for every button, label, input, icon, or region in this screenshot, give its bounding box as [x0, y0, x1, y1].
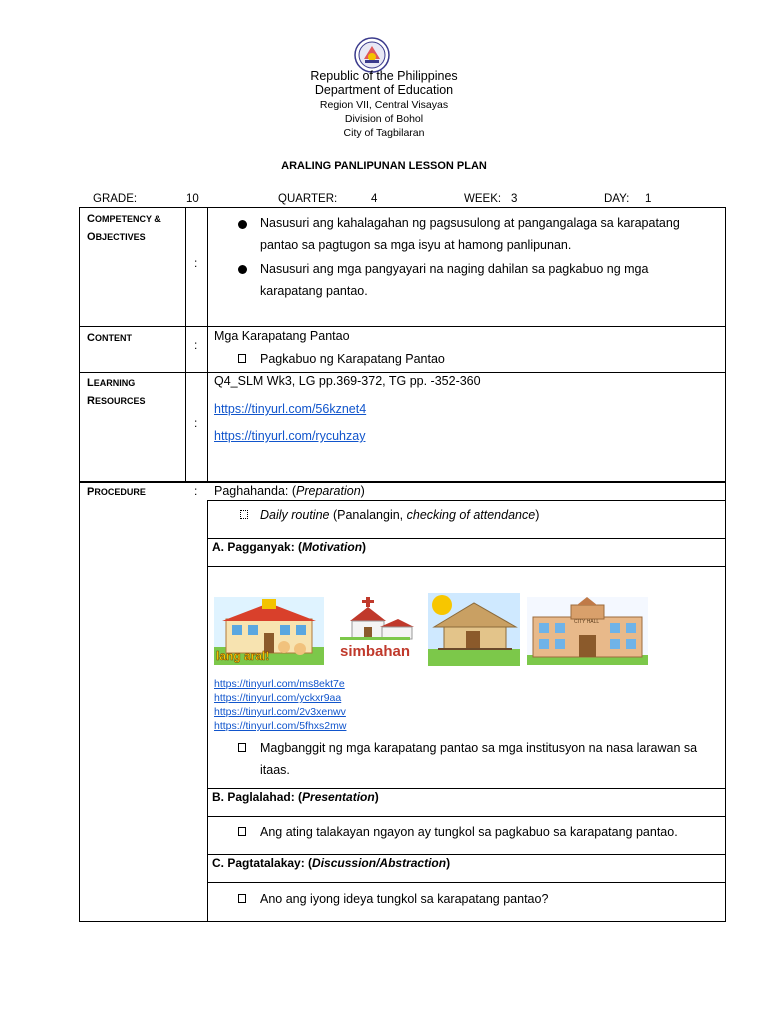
objective-1-line-1: Nasusuri ang kahalagahan ng pagsusulong at pangangalaga sa karapatang: [260, 216, 680, 230]
header-division: Division of Bohol: [344, 113, 424, 125]
bullet-icon: [238, 220, 247, 229]
resource-link-1[interactable]: https://tinyurl.com/56kznet4: [214, 402, 367, 416]
deped-seal-icon: [354, 37, 390, 73]
nipa-hut-image: [428, 593, 520, 666]
resources-label: LEARNING RESOURCES: [87, 377, 146, 407]
week-value: 3: [511, 193, 518, 205]
day-label: DAY:: [604, 193, 630, 205]
resource-link-2[interactable]: https://tinyurl.com/rycuhzay: [214, 429, 366, 443]
content-label: CONTENT: [87, 332, 132, 344]
checkbox-icon: [238, 354, 246, 363]
quarter-label: QUARTER:: [278, 193, 338, 205]
bullet-icon: [238, 265, 247, 274]
checkbox-icon: [238, 743, 246, 752]
procedure-label: PROCEDURE: [87, 486, 146, 498]
resources-colon: :: [194, 416, 198, 430]
header-department: Department of Education: [314, 83, 454, 97]
church-image-caption: simbahan: [340, 643, 411, 660]
day-value: 1: [645, 193, 652, 205]
city-hall-image-caption: CITY HALL: [574, 619, 600, 625]
header-city: City of Tagbilaran: [343, 127, 425, 139]
image-link-3[interactable]: https://tinyurl.com/2v3xenwv: [214, 706, 346, 718]
school-image: [214, 597, 324, 665]
image-link-1[interactable]: https://tinyurl.com/ms8ekt7e: [214, 678, 345, 690]
content-colon: :: [194, 338, 198, 352]
week-label: WEEK:: [464, 193, 502, 205]
competency-label: COMPETENCY & OBJECTIVES: [87, 213, 161, 243]
motivation-heading: A. Pagganyak: (Motivation): [212, 540, 367, 554]
grade-value: 10: [186, 193, 199, 205]
page-title: ARALING PANLIPUNAN LESSON PLAN: [281, 160, 487, 172]
image-link-4[interactable]: https://tinyurl.com/5fhxs2mw: [214, 720, 347, 732]
competency-colon: :: [194, 256, 198, 270]
checkbox-icon: [238, 894, 246, 903]
checkbox-icon: [240, 510, 248, 519]
objective-1-line-2: pantao sa pagtugon sa mga isyu at hamong panlipunan.: [260, 238, 572, 252]
resources-reference: Q4_SLM Wk3, LG pp.369-372, TG pp. -352-360: [214, 374, 481, 388]
header-region: Region VII, Central Visayas: [319, 99, 449, 111]
preparation-heading: Paghahanda: (Preparation): [214, 484, 365, 498]
presentation-task: Ang ating talakayan ngayon ay tungkol sa pagkabuo sa karapatang pantao.: [260, 825, 678, 839]
objective-2-line-2: karapatang pantao.: [260, 284, 368, 298]
procedure-colon: :: [194, 484, 198, 498]
school-image-caption: lang aral!: [216, 649, 270, 663]
grade-label: GRADE:: [93, 193, 138, 205]
church-image: [330, 597, 418, 665]
header-republic: Republic of the Philippines: [310, 69, 458, 83]
checkbox-icon: [238, 827, 246, 836]
objective-2-line-1: Nasusuri ang mga pangyayari na naging dahilan sa pagkabuo ng mga: [260, 262, 649, 276]
discussion-task: Ano ang iyong ideya tungkol sa karapatang pantao?: [260, 892, 549, 906]
city-hall-image: [527, 597, 648, 665]
content-subtopic: Pagkabuo ng Karapatang Pantao: [260, 352, 445, 366]
quarter-value: 4: [371, 193, 378, 205]
content-topic: Mga Karapatang Pantao: [214, 329, 350, 343]
motivation-task-line-1: Magbanggit ng mga karapatang pantao sa mga institusyon na nasa larawan sa: [260, 741, 698, 755]
image-link-2[interactable]: https://tinyurl.com/yckxr9aa: [214, 692, 342, 704]
daily-routine: Daily routine (Panalangin, checking of attendance): [260, 508, 540, 522]
motivation-task-line-2: itaas.: [260, 763, 290, 777]
discussion-heading: C. Pagtatalakay: (Discussion/Abstraction): [212, 856, 451, 870]
presentation-heading: B. Paglalahad: (Presentation): [212, 790, 379, 804]
